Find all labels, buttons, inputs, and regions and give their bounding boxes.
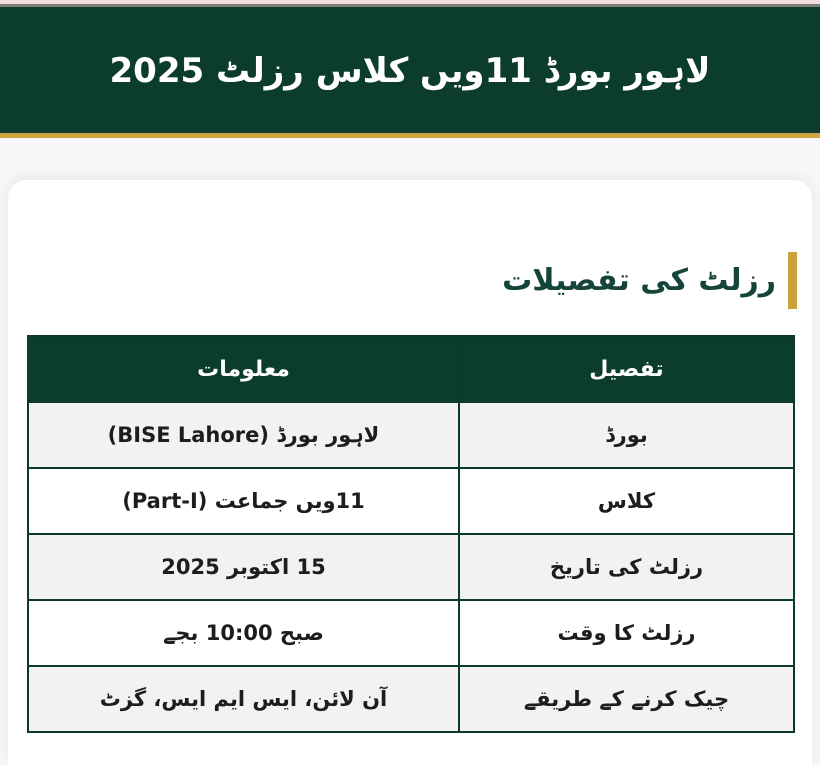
page-title: لاہور بورڈ 11ویں کلاس رزلٹ 2025 — [109, 50, 711, 91]
table-row — [28, 402, 794, 468]
column-header-info: معلومات — [28, 336, 459, 402]
column-header-detail: تفصیل — [459, 336, 794, 402]
content-card — [8, 180, 812, 765]
section-heading — [8, 252, 797, 309]
info-cell: 15 اکتوبر 2025 — [28, 534, 459, 600]
result-details-table — [27, 335, 795, 733]
table-header-row — [28, 336, 794, 402]
info-cell: آن لائن، ایس ایم ایس، گزٹ — [28, 666, 459, 732]
gold-accent-stripe — [0, 133, 820, 138]
table-row — [28, 534, 794, 600]
info-cell: لاہور بورڈ (BISE Lahore) — [28, 402, 459, 468]
detail-cell: کلاس — [459, 468, 794, 534]
gold-accent-bar — [788, 252, 797, 309]
detail-cell: بورڈ — [459, 402, 794, 468]
detail-cell: رزلٹ کا وقت — [459, 600, 794, 666]
table-row — [28, 666, 794, 732]
detail-cell: چیک کرنے کے طریقے — [459, 666, 794, 732]
section-title: رزلٹ کی تفصیلات — [502, 262, 776, 298]
page-header — [0, 7, 820, 133]
table-row — [28, 600, 794, 666]
info-cell: صبح 10:00 بجے — [28, 600, 459, 666]
info-cell: 11ویں جماعت (Part-I) — [28, 468, 459, 534]
table-row — [28, 468, 794, 534]
detail-cell: رزلٹ کی تاریخ — [459, 534, 794, 600]
